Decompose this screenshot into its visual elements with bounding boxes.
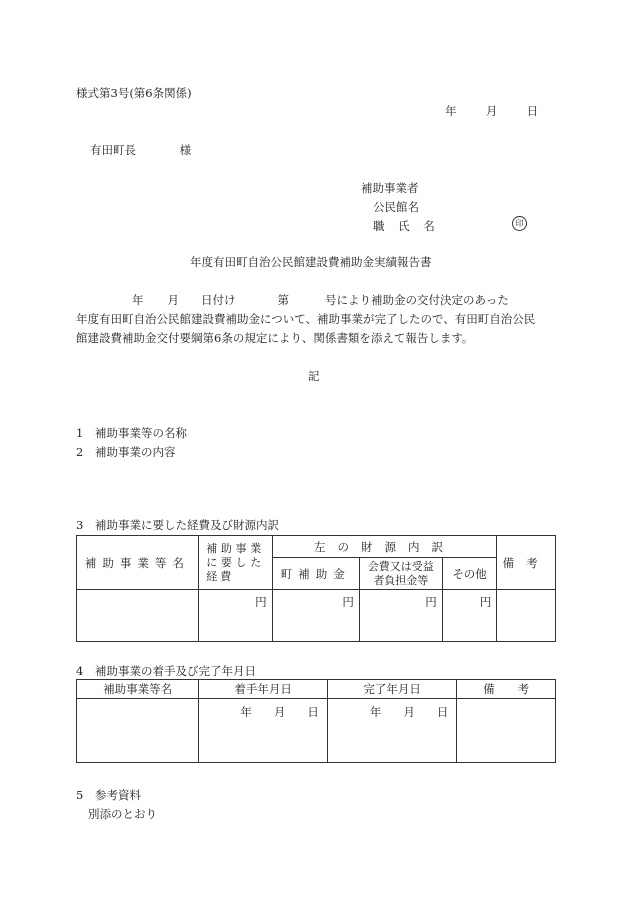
item-5 (76, 787, 141, 803)
item-2-label: 補助事業の内容 (95, 445, 176, 459)
body-dated: 日付け (201, 293, 236, 307)
body-line-1-rest: 号により補助金の交付決定のあった (325, 293, 509, 307)
t2-cell-project-name (77, 699, 199, 763)
date-year: 年 (445, 104, 457, 118)
addressee-name: 有田町長 (90, 143, 136, 157)
document-title: 年度有田町自治公民館建設費補助金実績報告書 (190, 255, 432, 269)
sender-block (361, 179, 440, 236)
t2-header-end: 完了年月日 (327, 680, 456, 699)
t1-cell-other-yen: 円 (442, 590, 497, 642)
sender-hall-name-label: 公民館名 (373, 200, 419, 214)
t1-cell-project-name (77, 590, 199, 642)
report-date (445, 103, 538, 119)
schedule-table (76, 679, 556, 763)
t1-header-project-name: 補助事業等名 (77, 536, 199, 590)
item-5-label: 参考資料 (95, 788, 141, 802)
t1-header-dues: 会費又は受益者負担金等 (359, 558, 442, 590)
t1-header-cost: 補助事業に要した経費 (198, 536, 272, 590)
t2-header-start: 着手年月日 (199, 680, 327, 699)
t1-cell-dues-yen: 円 (359, 590, 442, 642)
body-line-3: 館建設費補助金交付要綱第6条の規定により、関係書類を添えて報告します。 (76, 331, 474, 345)
body-month: 月 (167, 293, 179, 307)
t1-header-remarks: 備考 (497, 536, 556, 590)
item-1-label: 補助事業等の名称 (95, 426, 187, 440)
t2-header-remarks: 備 考 (457, 680, 556, 699)
seal-mark: 印 (512, 216, 527, 231)
body-year: 年 (132, 293, 144, 307)
t1-header-town-subsidy: 町補助金 (272, 558, 359, 590)
form-number: 様式第3号(第6条関係) (76, 86, 192, 100)
t1-cell-cost-yen: 円 (198, 590, 272, 642)
date-day: 日 (526, 104, 539, 118)
item-1-number: 1 (76, 426, 84, 440)
item-1 (76, 425, 187, 441)
t2-cell-end-date: 年 月 日 (327, 699, 456, 763)
body-line-1 (76, 291, 556, 310)
expense-table (76, 535, 556, 642)
t2-header-project-name: 補助事業等名 (77, 680, 199, 699)
t1-cell-remarks (497, 590, 556, 642)
date-month: 月 (485, 104, 498, 118)
ki-heading: 記 (308, 369, 320, 383)
item-3-number: 3 (76, 518, 84, 532)
item-3 (76, 517, 279, 533)
body-line-2: 年度有田町自治公民館建設費補助金について、補助事業が完了したので、有田町自治公民 (76, 312, 536, 326)
item-4-label: 補助事業の着手及び完了年月日 (95, 664, 256, 678)
item-2-number: 2 (76, 445, 84, 459)
item-5-detail: 別添のとおり (88, 807, 157, 821)
t1-header-funding: 左の財源内訳 (272, 536, 497, 558)
body-paragraph (76, 291, 556, 348)
t2-cell-remarks (457, 699, 556, 763)
addressee-honorific: 様 (179, 143, 192, 157)
item-5-number: 5 (76, 788, 84, 802)
t1-cell-town-subsidy-yen: 円 (272, 590, 359, 642)
sender-operator-label: 補助事業者 (361, 181, 419, 195)
body-dai: 第 (277, 293, 289, 307)
item-3-label: 補助事業に要した経費及び財源内訳 (95, 518, 279, 532)
addressee (90, 142, 191, 158)
sender-position-name-label: 職 氏 名 (373, 219, 440, 233)
item-2 (76, 444, 176, 460)
t1-header-other: その他 (442, 558, 497, 590)
item-4-number: 4 (76, 664, 84, 678)
t2-cell-start-date: 年 月 日 (199, 699, 327, 763)
item-4 (76, 663, 256, 679)
